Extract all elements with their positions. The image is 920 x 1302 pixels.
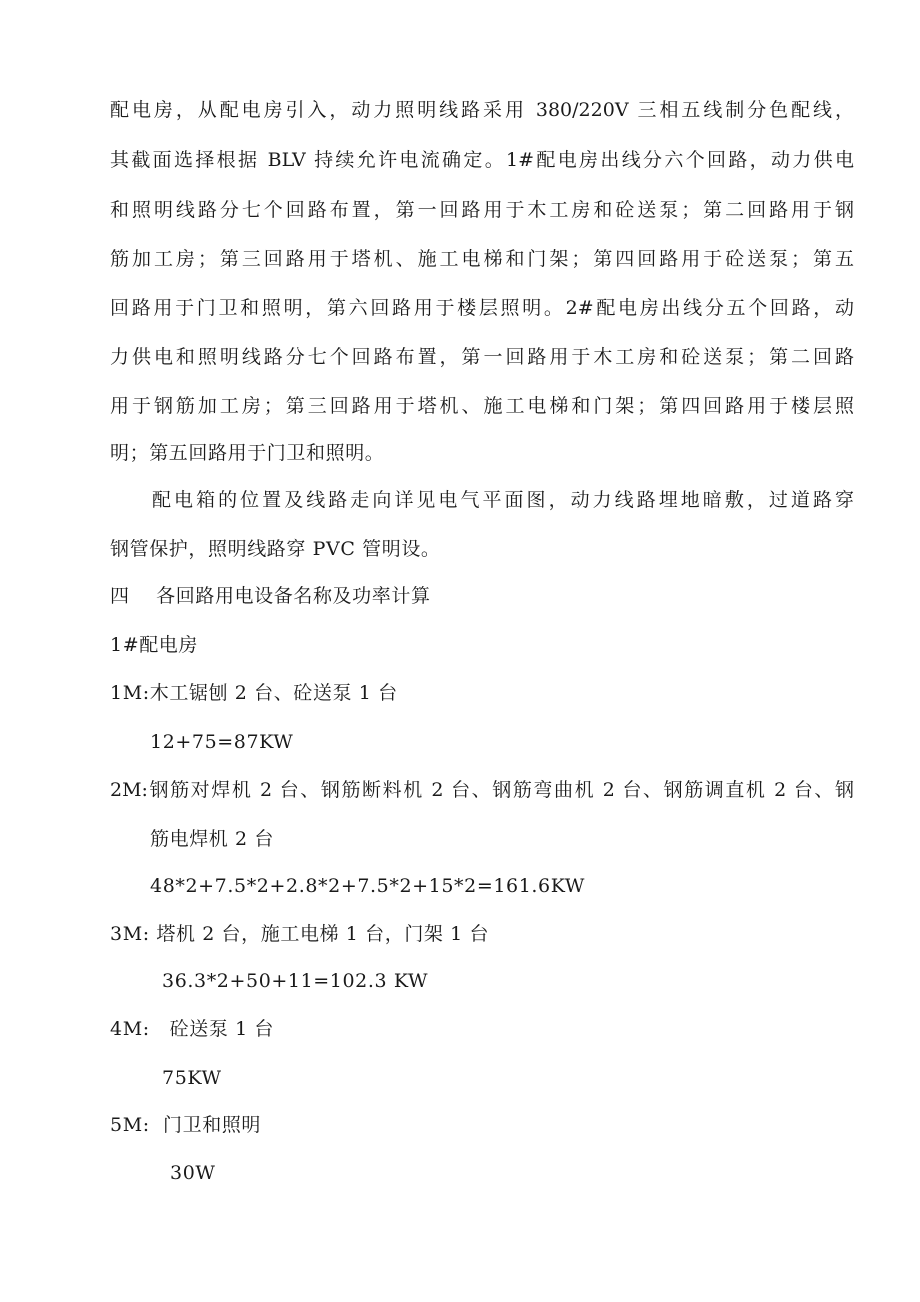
paragraph-line: 用于钢筋加工房；第三回路用于塔机、施工电梯和门架；第四回路用于楼层照 — [110, 395, 854, 417]
circuit-label-continued: 筋电焊机 2 台 — [150, 828, 274, 850]
circuit-label: 5M: 门卫和照明 — [110, 1114, 262, 1136]
section-heading: 四 各回路用电设备名称及功率计算 — [110, 585, 431, 607]
circuit-label: 3M: 塔机 2 台，施工电梯 1 台，门架 1 台 — [110, 923, 490, 945]
room-title: 1#配电房 — [110, 634, 199, 656]
paragraph-line: 其截面选择根据 BLV 持续允许电流确定。1#配电房出线分六个回路，动力供电 — [110, 149, 854, 171]
circuit-calc: 30W — [170, 1162, 216, 1184]
circuit-label: 2M:钢筋对焊机 2 台、钢筋断料机 2 台、钢筋弯曲机 2 台、钢筋调直机 2 台、钢 — [110, 779, 854, 801]
paragraph-line: 回路用于门卫和照明，第六回路用于楼层照明。2#配电房出线分五个回路，动 — [110, 297, 854, 319]
paragraph-line: 配电箱的位置及线路走向详见电气平面图，动力线路埋地暗敷，过道路穿 — [152, 489, 854, 511]
circuit-calc: 12+75=87KW — [150, 731, 294, 753]
circuit-calc: 48*2+7.5*2+2.8*2+7.5*2+15*2=161.6KW — [150, 875, 585, 897]
paragraph-line: 明；第五回路用于门卫和照明。 — [110, 442, 385, 464]
paragraph-line: 配电房，从配电房引入，动力照明线路采用 380/220V 三相五线制分色配线， — [110, 99, 854, 121]
paragraph-line: 力供电和照明线路分七个回路布置，第一回路用于木工房和砼送泵；第二回路 — [110, 346, 854, 368]
paragraph-line: 筋加工房；第三回路用于塔机、施工电梯和门架；第四回路用于砼送泵；第五 — [110, 248, 854, 270]
circuit-label: 4M: 砼送泵 1 台 — [110, 1018, 275, 1040]
paragraph-line: 和照明线路分七个回路布置，第一回路用于木工房和砼送泵；第二回路用于钢 — [110, 199, 854, 221]
circuit-calc: 75KW — [162, 1067, 222, 1089]
circuit-label: 1M:木工锯刨 2 台、砼送泵 1 台 — [110, 682, 398, 704]
paragraph-line: 钢管保护，照明线路穿 PVC 管明设。 — [110, 538, 441, 560]
circuit-calc: 36.3*2+50+11=102.3 KW — [162, 970, 429, 992]
